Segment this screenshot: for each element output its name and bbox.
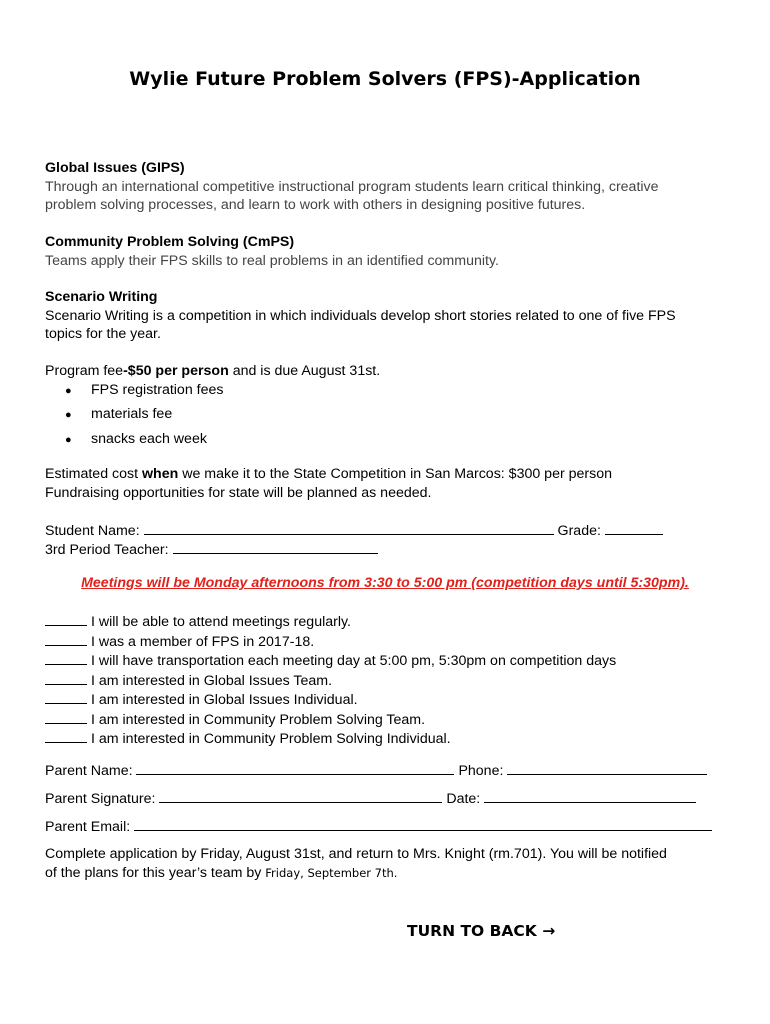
- scenario-text-line2: topics for the year.: [45, 326, 161, 343]
- checklist-blank[interactable]: [45, 690, 87, 704]
- checklist: [45, 612, 616, 749]
- scenario-heading: Scenario Writing: [45, 289, 158, 305]
- date-field[interactable]: [484, 788, 696, 803]
- teacher-label: 3rd Period Teacher:: [45, 542, 169, 558]
- bullet-icon: ●: [65, 385, 72, 397]
- checklist-item: I am interested in Community Problem Solving Individual.: [45, 729, 616, 749]
- checklist-blank[interactable]: [45, 710, 87, 724]
- checklist-blank[interactable]: [45, 651, 87, 665]
- teacher-row: [45, 539, 378, 558]
- completion-instructions: Complete application by Friday, August 31st, and return to Mrs. Knight (rm.701). You will be notified of the plans for this year’s team by Friday, September 7th.: [45, 846, 667, 881]
- phone-label: Phone:: [458, 763, 504, 779]
- checklist-blank[interactable]: [45, 671, 87, 685]
- fee-amount: -$50 per person: [123, 363, 229, 379]
- checklist-item: I will be able to attend meetings regularly.: [45, 612, 616, 632]
- fee-suffix: and is due August 31st.: [228, 363, 381, 379]
- student-name-field[interactable]: [144, 520, 554, 535]
- teacher-field[interactable]: [173, 539, 378, 554]
- list-item: ● FPS registration fees: [65, 378, 223, 402]
- checklist-blank[interactable]: [45, 612, 87, 626]
- meetings-notice: Meetings will be Monday afternoons from 3:30 to 5:00 pm (competition days until 5:30pm).: [81, 575, 689, 591]
- cmps-section: [45, 233, 499, 270]
- turn-to-back: TURN TO BACK →: [407, 922, 556, 940]
- cmps-text: Teams apply their FPS skills to real problems in an identified community.: [45, 252, 499, 269]
- grade-label: Grade:: [557, 523, 601, 539]
- cmps-heading: Community Problem Solving (CmPS): [45, 234, 295, 250]
- parent-name-label: Parent Name:: [45, 763, 133, 779]
- checklist-item: I am interested in Global Issues Team.: [45, 671, 616, 691]
- grade-field[interactable]: [605, 520, 663, 535]
- phone-field[interactable]: [507, 760, 707, 775]
- parent-signature-label: Parent Signature:: [45, 791, 156, 807]
- date-label: Date:: [446, 791, 481, 807]
- gips-heading: Global Issues (GIPS): [45, 160, 185, 176]
- page-title: Wylie Future Problem Solvers (FPS)-Application: [129, 68, 641, 90]
- parent-name-field[interactable]: [136, 760, 454, 775]
- gips-text-line2: problem solving processes, and learn to work with others in designing positive futures.: [45, 197, 586, 214]
- parent-signature-field[interactable]: [159, 788, 442, 803]
- checklist-item: I was a member of FPS in 2017-18.: [45, 632, 616, 652]
- scenario-section: [45, 288, 676, 344]
- parent-signature-row: [45, 788, 696, 807]
- list-item: ● materials fee: [65, 402, 223, 426]
- student-name-label: Student Name:: [45, 523, 140, 539]
- parent-email-row: [45, 816, 712, 835]
- scenario-text-line1: Scenario Writing is a competition in which individuals develop short stories related to one of five FPS: [45, 307, 676, 324]
- gips-text-line1: Through an international competitive instructional program students learn critical thinking, creative: [45, 178, 659, 195]
- fee-items-list: [65, 378, 223, 451]
- student-name-row: [45, 520, 663, 539]
- fundraising-text: Fundraising opportunities for state will be planned as needed.: [45, 484, 432, 501]
- checklist-item: I am interested in Community Problem Solving Team.: [45, 710, 616, 730]
- checklist-blank[interactable]: [45, 632, 87, 646]
- fee-prefix: Program fee: [45, 363, 124, 379]
- checklist-item: I am interested in Global Issues Individual.: [45, 690, 616, 710]
- bullet-icon: ●: [65, 409, 72, 422]
- notification-date: Friday, September 7th.: [265, 865, 398, 880]
- parent-email-label: Parent Email:: [45, 819, 131, 835]
- checklist-blank[interactable]: [45, 729, 87, 743]
- gips-section: [45, 159, 659, 215]
- estimated-cost: Estimated cost when we make it to the State Competition in San Marcos: $300 per person Fundraising opportunities for state will be planned as needed.: [45, 466, 613, 501]
- bullet-icon: ●: [65, 433, 72, 446]
- list-item: ● snacks each week: [65, 427, 223, 451]
- parent-name-row: [45, 760, 707, 779]
- parent-email-field[interactable]: [134, 816, 712, 831]
- checklist-item: I will have transportation each meeting day at 5:00 pm, 5:30pm on competition days: [45, 651, 616, 671]
